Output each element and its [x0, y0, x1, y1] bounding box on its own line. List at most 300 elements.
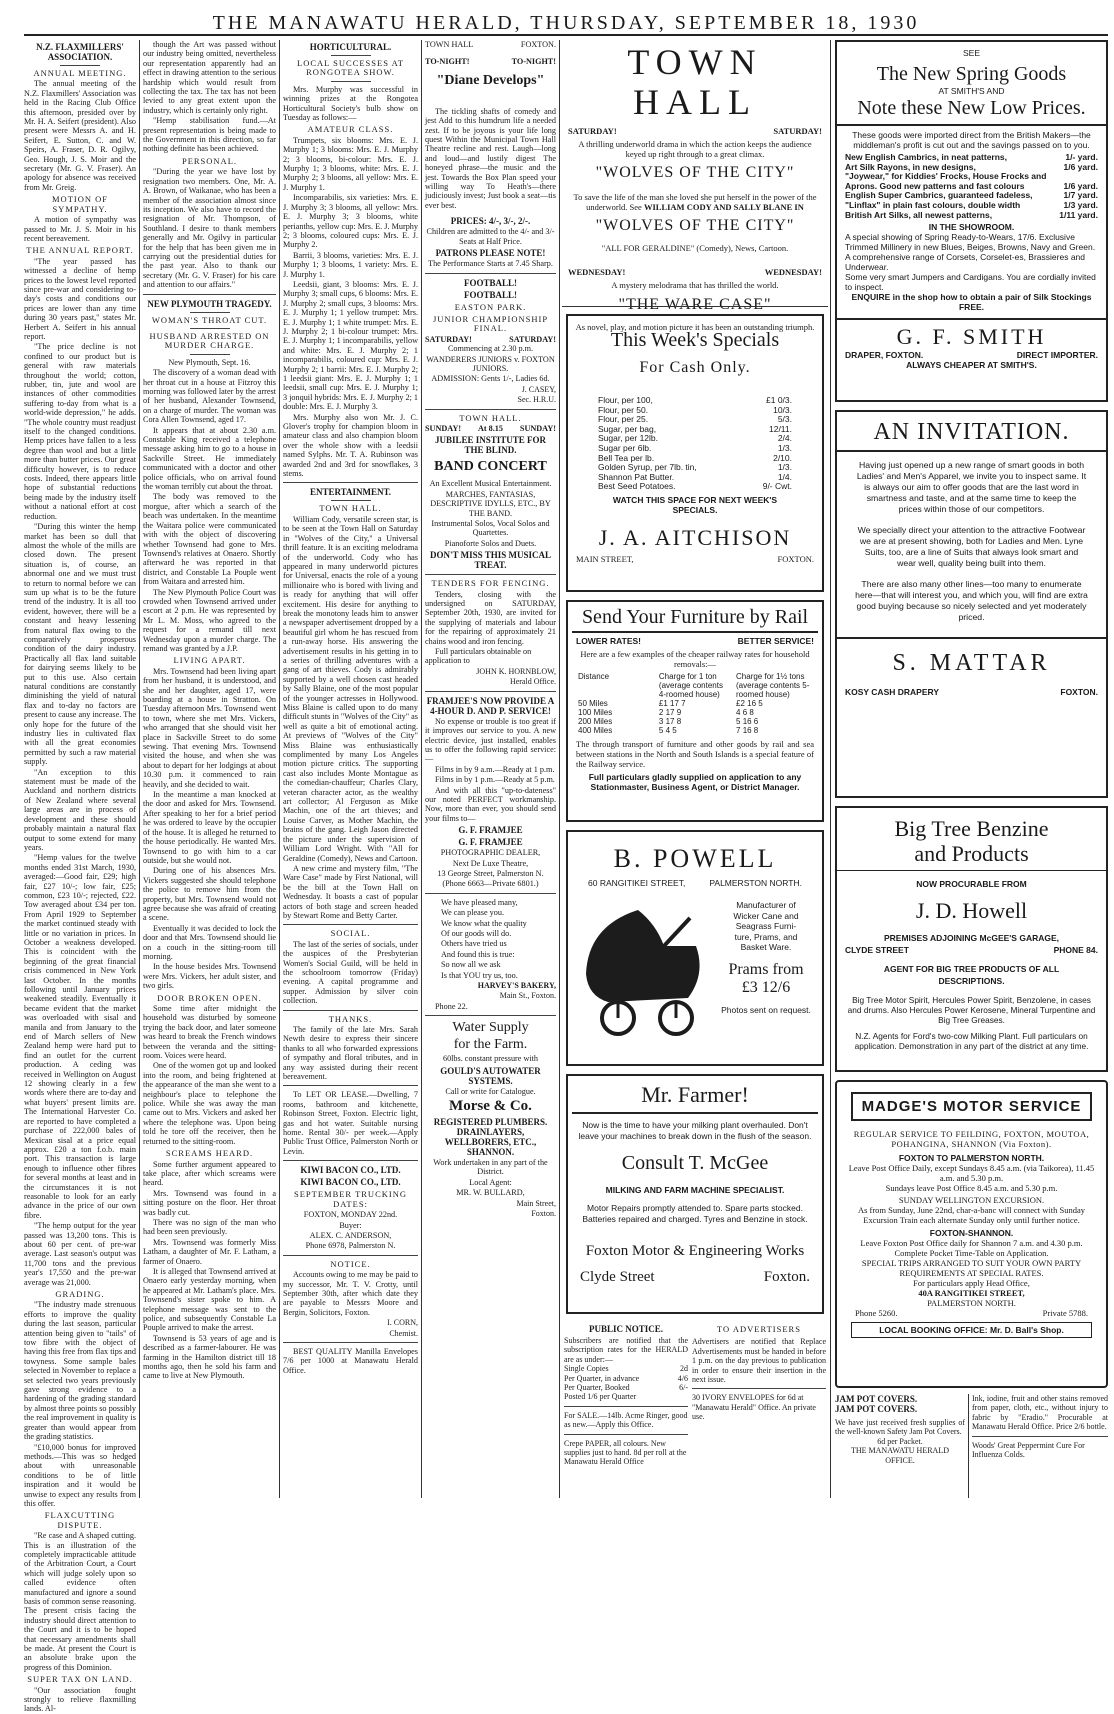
film-title: "Diane Develops" — [436, 72, 545, 88]
article-paragraph: "The industry made strenuous efforts to improve the quality during the last season, particular attention being given to "tails" of tow fibre with the object of having this free from flax tips and towyness. Some sample bales selected in November to replace a set selected two years previously gave strong evidence to a hardening of the grading standard by almost three points so possibly the real improvement in quality is greater than would appear from the grading statistics. — [24, 1300, 136, 1442]
divider — [425, 574, 556, 575]
rail-ad — [566, 600, 824, 822]
item-price: £1 0/3. — [766, 395, 792, 405]
table-cell: 3 17 8 — [658, 717, 682, 726]
item-price: 2/4. — [777, 433, 792, 444]
article-paragraph: Incomparabilis, six varieties: Mrs. E. J. Murphy 3; 3 blooms, all yellow: Mrs. E. J. Murphy 3; 3 blooms, white perianths, yellow cup: Mrs. E. J. Murphy 2; 3 blooms, coloured cups: Mrs. E. J. Murphy 2. — [283, 193, 418, 250]
rate-value: 4/6 — [677, 1373, 688, 1383]
farmer-ad — [566, 1074, 824, 1314]
ad-price: 6d per Packet. — [877, 1436, 923, 1446]
column-header: Distance — [578, 672, 610, 681]
article-paragraph: Townsend is 53 years of age and is described as a farmer-labourer. He was farming in the Hamilton district till 18 months ago, then he sold his farm and came to live at New Plymouth. — [143, 1333, 276, 1381]
article-paragraph: Mrs. Townsend was found in a sitting posture on the floor. Her throat was badly cut. — [143, 1188, 276, 1217]
article-paragraph: William Cody, versatile screen star, is to be seen at the Town Hall on Saturday in "Wolves of the City," a Universal thrill feature. It is an exciting melodrama of the underworld. Cody who has appeared in many underworld pictures for Universal, enacts the role of a young millionaire who is bored with living and is ready for anything that will offer excitement. His desire for anything to break the monotony leads him to answer a newspaper advertisement dropped by a beautiful girl whom he has rescued from a run-away horse. His answering the advertisement results in his getting in to a series of thrilling adventures with a gang of art thieves. Cody is admirably supported by a well chosen cast headed by Sally Blaine, one of the most popular of the younger actresses in Hollywood. Miss Blaine is called upon to do many difficult stunts in "Wolves of the City" as well as quite a bit of emotional acting. At previews of "Wolves of the City" Miss Blaine was enthusiastically complimented by many Los Angeles motion picture critics. The supporting cast also includes Monte Montague as the comedian-chauffeur; Charles Clary, veteran character actor, as the wealthy art collector; Al Ferguson as Mike Machin, one of the art thieves; and Louise Carver, as Mother Machin, the brains of the gang. Leigh Jason directed the picture under the supervision of William Lord Wright. With "All for Geraldine (Comedy), News and Cartoon. — [283, 514, 418, 863]
article-paragraph: The family of the late Mrs. Sarah Newth desire to express their sincere thanks to all who forwarded expressions of sympathy and floral tributes, and in any way assisted during their recent bereavement. — [283, 1025, 418, 1082]
ad-header-row — [576, 636, 814, 646]
article-paragraph: "During the year we have lost by resignation two members. One, Mr. A. A. Brown, of Waikanae, who has been a member of the association almost since its inception. We also have to record the resignation of Mr. Thompson, of Southland. I desire to thank members generally and Mr. Ogilvy in particular for the help that has been given me in carrying out the presidential duties for the past year. Also to thank our secretary (Mr. G. V. Fraser) for his care and attention to our affairs." — [143, 167, 276, 290]
ad-paragraph: A comprehensive range of Corsets, Corselet-es, Brassieres and Underwear. — [845, 252, 1086, 273]
ad-paragraph: Sundays leave Post Office 8.45 a.m. and 5.30 p.m. — [885, 1183, 1058, 1193]
article-paragraph: It appears that at about 2.30 a.m. Constable King received a telephone message asking him to go to a house in Sackville Street. He immediately communicated with a doctor and other police officials, who on arrival found the woman terribly cut about the throat. — [143, 425, 276, 492]
town-label: FOXTON. — [1060, 687, 1098, 697]
article-subheading: FLAXCUTTING DISPUTE. — [44, 1510, 116, 1530]
table-cell: 4 6 8 — [736, 708, 754, 717]
price-row — [598, 482, 792, 492]
ad-header-row — [425, 40, 556, 49]
notice-paragraph: Subscribers are notified that the subscription rates for the HERALD are as under:— — [564, 1336, 688, 1364]
drapery-label: KOSY CASH DRAPERY — [845, 687, 939, 697]
ad-paragraph: Commencing at 2.30 p.m. — [447, 344, 534, 354]
rate-row — [564, 1364, 688, 1373]
ad-phone: Phone 22. — [435, 1001, 468, 1011]
classified-ad: For SALE.—14lb. Acme Ringer, good as new.—Apply this Office. — [564, 1410, 688, 1430]
street-label: CLYDE STREET — [845, 945, 909, 955]
street-label: MAIN STREET, — [576, 553, 634, 564]
ad-subtitle: NOW PROCURABLE FROM — [916, 879, 1027, 889]
ad-heading: FOXTON. — [520, 40, 556, 49]
divider — [283, 1255, 418, 1256]
article-paragraph: The body was removed to the morgue, after which a search of the beach was undertaken. In the meantime the Waitara police were communicated with with the object of discovering whether Townsend had gone to Mrs. Townsend's relatives at Onaero. Shortly afterward he was reported in that district, and Constable La Pouple went from Waitara and arrested him. — [143, 492, 276, 587]
ad-paragraph: Ink, iodine, fruit and other stains removed from paper, cloth, etc., without injury to fabric by "Eradio." Procurable at Manawatu Herald Office. Price 2/6 bottle. — [972, 1394, 1108, 1432]
saturday-label: SATURDAY! — [568, 126, 617, 136]
rate-label: Per Quarter, Booked — [564, 1383, 630, 1393]
item-price: 1/3. — [777, 462, 792, 473]
street-label: Clyde Street — [580, 1269, 655, 1285]
item-price: 1/- yard. — [1065, 152, 1098, 162]
rate-value: 2d — [680, 1364, 688, 1374]
ad-business-name: J. A. AITCHISON — [598, 524, 792, 550]
ad-paragraph: Local Agent: — [469, 1177, 512, 1187]
poem-line: Of our goods will do. — [441, 929, 512, 938]
article-subheading: SUPER TAX ON LAND. — [27, 1674, 133, 1685]
table-cell: 2 17 9 — [658, 708, 682, 717]
item-price: 5/3. — [777, 414, 792, 425]
specials-list — [576, 396, 814, 492]
better-service-label: BETTER SERVICE! — [737, 636, 814, 646]
poem-line: And found this is true: — [441, 949, 515, 959]
divider — [283, 924, 418, 925]
divider — [190, 312, 230, 313]
ad-title: Note these New Low Prices. — [837, 96, 1106, 126]
notice-paragraph: Accounts owing to me may be paid to my successor, Mr. T. V. Crotty, until September 30th, after which date they are payable to Messrs Moore and Bergin, Solicitors, Foxton. — [283, 1270, 418, 1317]
table-cell: 100 Miles — [578, 708, 613, 717]
divider — [425, 1015, 556, 1016]
article-paragraph: One of the women got up and looked into the room, and being frightened at the appearance of the man she went to a neighbour's place to telephone the police. While she was away the man came out to Mrs. Vickers and asked her where the telephone was. Upon being told he tore off the receiver, then he returned to the sitting-room. — [143, 1061, 276, 1146]
ad-heading: FRAMJEE'S NOW PROVIDE A 4-HOUR D. AND P. SERVICE! — [426, 695, 555, 716]
article-paragraph: "£10,000 bonus for improved methods.—This was so hedged about with unreasonable conditions to be of little inspiration and it would be unwise to expect any results from this offer. — [24, 1442, 136, 1508]
article-paragraph: During one of his absences Mrs. Vickers suggested she should telephone the police to remove him from the property, but Mrs. Townsend would not agree because she was afraid of creating a scene. — [143, 866, 276, 923]
town-label: FOXTON. — [777, 553, 814, 564]
product-line: Seagrass Furni- — [735, 921, 797, 931]
poem-line: We know what the quality — [441, 918, 527, 928]
item-price: 1/6 yard. — [1063, 180, 1098, 191]
article-subheading: LOCAL SUCCESSES AT RONGOTEA SHOW. — [297, 58, 404, 78]
street-label: 60 RANGITIKEI STREET, — [588, 878, 686, 888]
article-subheading: THE ANNUAL REPORT. — [26, 245, 134, 256]
powell-details — [714, 900, 818, 1015]
ad-address-row — [576, 1268, 814, 1286]
notice-heading: TO ADVERTISERS — [717, 1324, 801, 1334]
article-paragraph: The discovery of a woman dead with her throat cut in a house at Fitzroy this morning was followed later by the arrest of her husband, Alexander Townsend, on a charge of murder. The woman was Cora Allen Townsend, aged 17. — [143, 368, 276, 425]
divider — [283, 1085, 418, 1086]
ad-paragraph: Woods' Great Peppermint Cure For Influenza Colds. — [972, 1440, 1085, 1460]
ad-paragraph: Tenders, closing with the undersigned on SATURDAY, September 20th, 1930, are invited for the supplying of materials and labour for the repairing of approximately 21 chains wood and iron fencing. — [425, 589, 556, 646]
item-price: 2/10. — [773, 452, 792, 463]
ad-signature: G. F. FRAMJEE — [458, 825, 523, 836]
prams-label: Prams from — [728, 960, 804, 978]
phone-label: Phone 5260. — [855, 1308, 898, 1318]
item-name: Flour, per 100, — [598, 395, 653, 405]
divider — [425, 409, 556, 410]
divider — [692, 1388, 826, 1389]
divider — [425, 893, 556, 894]
article-subheading: WOMAN'S THROAT CUT. — [151, 314, 268, 325]
ad-paragraph: ENQUIRE in the shop how to obtain a pair of Silk Stockings FREE. — [851, 292, 1092, 313]
lower-rates-label: LOWER RATES! — [576, 636, 642, 646]
article-paragraph: Barrii, 3 blooms, varieties: Mrs. E. J. Murphy 1; 3 blooms, 1 variety: Mrs. E. J. Murphy 1. — [283, 250, 418, 279]
ad-header-row — [425, 424, 556, 433]
divider — [837, 318, 1106, 320]
column-2 — [143, 40, 276, 1500]
ad-paragraph: Films in by 1 p.m.—Ready at 5 p.m. — [435, 775, 555, 785]
ad-paragraph: Now is the time to have your milking plant overhauled. Don't leave your machines to break down in the flush of the season. — [578, 1120, 812, 1141]
ad-paragraph: 40A RANGITIKEI STREET, — [918, 1288, 1025, 1298]
ad-subtitle: AT SMITH'S AND — [938, 86, 1005, 96]
article-subheading: AMATEUR CLASS. — [307, 124, 394, 135]
ad-address: PREMISES ADJOINING McGEE'S GARAGE, — [883, 933, 1060, 943]
notice-heading: PUBLIC NOTICE. — [588, 1324, 663, 1334]
divider — [283, 1010, 418, 1011]
ad-signature: J. CASEY, — [521, 384, 556, 394]
table-header-row — [576, 672, 814, 699]
ad-business-name: B. POWELL — [613, 844, 777, 873]
ad-paragraph: There are also many other lines—too many to enumerate here—that will interest you, and which you, will find are extra good buying because so nicely selected and yet moderately priced. — [855, 579, 1088, 622]
ad-signature: JOHN K. HORNBLOW, — [476, 666, 556, 676]
film-title: "WOLVES OF THE CITY" — [595, 164, 795, 181]
rate-row — [564, 1392, 688, 1401]
ad-signature: HARVEY'S BAKERY, — [477, 981, 556, 991]
saturday-label: SATURDAY! — [425, 334, 472, 344]
ad-paragraph: ADMISSION: Gents 1/-, Ladies 6d. — [431, 374, 550, 384]
column-rule — [139, 40, 140, 1498]
ad-heading: JUBILEE INSTITUTE FOR THE BLIND. — [434, 435, 547, 456]
divider — [283, 1342, 418, 1343]
ad-business-name: G. F. SMITH — [896, 324, 1047, 350]
ad-paragraph: Leave Post Office Daily, except Sundays 8.45 a.m. (via Taikorea), 11.45 a.m. and 5.30 p.m. — [848, 1163, 1095, 1183]
column-header: Charge for 1½ tons (average contents 5-roomed house) — [736, 672, 810, 699]
city-label: PALMERSTON NORTH. — [709, 878, 802, 888]
ad-address-row — [845, 945, 1098, 955]
article-subheading: LIVING APART. — [173, 655, 246, 666]
table-cell: 5 4 5 — [658, 726, 677, 735]
see-label: SEE — [962, 48, 980, 58]
ad-heading: JAM POT COVERS. — [835, 1404, 918, 1414]
product-line: Basket Ware. — [740, 942, 792, 952]
item-name: Art Silk Rayons, in new designs, — [845, 161, 976, 172]
ad-subtitle: For Cash Only. — [639, 359, 751, 376]
ad-heading: FOOTBALL! — [463, 289, 517, 300]
ad-signature: PHOTOGRAPHIC DEALER, — [440, 848, 541, 858]
article-paragraph: "The year passed has witnessed a decline of hemp prices to the lowest level reported since pre-war and considering to-day's costs and conditions our prices are lower than any time during 30 years past," states Mr. Herbert A. Seifert in his annual report. — [24, 256, 136, 341]
item-price: 10/3. — [773, 404, 792, 415]
ad-title: and Products — [914, 841, 1029, 866]
article-paragraph: The New Plymouth Police Court was crowded when Townsend arrived under escort at 2 p.m. He was represented by Mr L. M. Moss, who agreed to the request for a remand till next Wednesday upon a murder charge. The remand was granted by a J.P. — [143, 587, 276, 653]
ad-header-row — [568, 267, 822, 277]
ad-paragraph: Instrumental Solos, Vocal Solos and Quartettes. — [431, 519, 550, 538]
table-cell: 400 Miles — [578, 726, 613, 735]
film-title: "WOLVES OF THE CITY" — [595, 217, 795, 234]
ad-heading: KIWI BACON CO., LTD. — [300, 1177, 401, 1188]
item-name: Sugar per 6lb. — [598, 442, 652, 453]
column-rule — [279, 40, 280, 1498]
ad-subheading: SEPTEMBER TRUCKING DATES: — [293, 1189, 407, 1209]
ad-business-name: Foxton Motor & Engineering Works — [585, 1243, 805, 1259]
rate-row — [564, 1374, 688, 1383]
divider — [331, 55, 371, 56]
ad-subheading: JUNIOR CHAMPIONSHIP FINAL. — [432, 313, 549, 334]
notice-paragraph: Advertisers are notified that Replace Advertisements must be handed in before 1 p.m. on the day previous to publication in order to ensure their insertion in the next issue. — [692, 1337, 826, 1385]
ad-subheading: EASTON PARK. — [454, 301, 527, 312]
ad-note: WATCH THIS SPACE FOR NEXT WEEK'S SPECIALS. — [612, 494, 778, 515]
article-paragraph: "The price decline is not confined to our product but is general with raw materials throughout the world; cotton, rubber, tin, jute and wool are instances of other commodities suffering to-day from what is a world-wide depression," he adds. "The whole country must readjust itself to the changed conditions. Hemp prices have fallen to a less degree than wool and but a little more than butter prices. Our great difficulty however, is to reduce costs. Indeed, there appears little hope of substantial reductions being made by the industry itself without a national effort at cost reduction. — [24, 342, 136, 521]
ad-paragraph: An Excellent Musical Entertainment. — [429, 479, 552, 489]
ad-paragraph: For particulars apply Head Office, — [913, 1278, 1030, 1288]
advertisers-notice — [692, 1322, 826, 1500]
article-subheading: DOOR BROKEN OPEN. — [157, 992, 262, 1003]
ad-title: Send Your Furniture by Rail — [572, 606, 818, 633]
article-heading: ENTERTAINMENT. — [309, 487, 392, 498]
saturday-label: SATURDAY! — [773, 126, 822, 136]
town-label: Foxton. — [763, 1269, 810, 1285]
notice-signature: I. CORN, — [387, 1318, 418, 1328]
column-rule — [830, 40, 831, 1498]
masthead-rule — [24, 34, 1108, 36]
jampot-ad — [835, 1394, 965, 1500]
item-name: Sugar, per bag, — [598, 423, 657, 434]
poem-line: So now all we ask — [441, 960, 501, 970]
column-3 — [283, 40, 418, 1500]
ad-paragraph: Foxton. — [531, 1209, 556, 1219]
table-cell: 200 Miles — [578, 717, 613, 726]
article-paragraph: "The hemp output for the year passed was 13,200 tons. This is about 60 per cent. of pre-war average. Last season's output was 11,700 tons and the previous year's 17,550 and the pre-war average was 21,000. — [24, 1221, 136, 1287]
column-rule — [968, 1394, 969, 1498]
article-paragraph: Mrs. Townsend had been living apart from her husband, it is understood, and she and her daughter, aged 17, were boarding at a house in Stratton. On Tuesday afternoon Mrs. Townsend went to town, where she met Mrs. Vickers, who arranged that she should visit her place in Sackville Street to do some sewing. That evening Mrs. Townsend visited the house, and when she was about to depart for her lodgings at about 10.30 p.m. it commenced to rain heavily, and she decided to wait. — [143, 666, 276, 789]
ad-paragraph: A mystery melodrama that has thrilled the world. — [611, 280, 779, 290]
divider — [562, 306, 828, 307]
item-name: "Linflax" in plain fast colours, double width — [845, 199, 1021, 210]
pram-handle — [664, 918, 690, 946]
ad-title: for the Farm. — [453, 1037, 528, 1053]
booking-frame — [851, 1322, 1092, 1338]
ad-title: AN INVITATION. — [837, 418, 1106, 452]
ad-header-row — [568, 126, 822, 136]
powell-ad — [566, 830, 824, 1066]
column-4 — [425, 40, 556, 1500]
ad-heading: KIWI BACON CO., LTD. — [300, 1165, 401, 1176]
ad-paragraph: Call or write for Catalogue. — [445, 1086, 536, 1096]
divider — [60, 65, 100, 66]
table-row — [576, 726, 814, 735]
article-subheading: SCREAMS HEARD. — [165, 1148, 254, 1159]
product-line: Wicker Cane and — [733, 910, 799, 921]
divider — [837, 870, 1106, 871]
ad-text: To save the life of the man she loved she put herself in the power of the underworld. See — [573, 192, 817, 212]
draper-label: DRAPER, FOXTON. — [845, 350, 924, 361]
prices-label: PRICES: 4/-, 3/-, 2/-. — [450, 216, 531, 227]
article-paragraph: The last of the series of socials, under the auspices of the Presbyterian Women's Social Guild, will be held in the schoolroom tomorrow (Friday) evening. A capital programme and supper. Admission by silver coin collection. — [283, 939, 418, 1006]
article-subheading: HUSBAND ARRESTED ON MURDER CHARGE. — [149, 330, 270, 351]
ad-line: FOXTON, MONDAY 22nd. — [303, 1210, 398, 1220]
item-price: 1/11 yard. — [1059, 209, 1098, 220]
divider — [425, 273, 556, 274]
article-paragraph: Some further argument appeared to take place, after which screams were heard. — [143, 1159, 276, 1188]
column-header: Charge for 1 ton (average contents 4-roomed house) — [658, 672, 723, 699]
ad-paragraph: AGENT FOR BIG TREE PRODUCTS OF ALL DESCRIPTIONS. — [883, 964, 1060, 986]
divider — [837, 637, 1106, 639]
ad-paragraph: No expense or trouble is too great if it improves our service to you. A new electric device, just installed, enables us to offer the following rapid service:— — [425, 716, 556, 764]
ad-paragraph: Main Street, — [516, 1198, 556, 1208]
item-name: Best Seed Potatoes. — [598, 481, 676, 492]
harvey-poem — [425, 898, 556, 980]
article-paragraph: In the house besides Mrs. Townsend were Mrs. Vickers, her adult sister, and two girls. — [143, 962, 276, 991]
prams-price: £3 12/6 — [741, 978, 791, 996]
smith-price-list — [845, 153, 1098, 220]
ad-signature: 13 George Street, Palmerston N. — [437, 868, 544, 878]
ad-title: This Week's Specials — [610, 329, 780, 351]
ad-paragraph: REGULAR SERVICE TO FEILDING, FOXTON, MOUTOA, POHANGINA, SHANNON (Via Foxton). — [853, 1129, 1090, 1149]
townhall-ad — [564, 40, 826, 332]
article-paragraph: "Our association fought strongly to relieve flaxmilling lands. Al- — [24, 1685, 136, 1714]
article-heading: SOCIAL. — [330, 928, 371, 939]
ad-paragraph: Motor Repairs promptly attended to. Spare parts stocked. Batteries repaired and charged. Tyres and Benzine in stock. — [582, 1203, 808, 1224]
ad-paragraph: Leave Foxton Post Office daily for Shannon 7 a.m. and 4.30 p.m. — [860, 1238, 1083, 1248]
ad-signature: OFFICE. — [885, 1455, 915, 1465]
divider — [564, 1406, 688, 1407]
article-heading: THANKS. — [328, 1013, 373, 1024]
article-paragraph: To LET OR LEASE.—Dwelling, 7 rooms, bathroom and kitchenette, Robinson Street, Foxton. Electric light, gas and hot water. Suitable nursing home. Rental 30/- per week.—Apply Public Trust Office, Palmerston North or Levin. — [283, 1090, 418, 1156]
ad-paragraph: These goods were imported direct from the British Makers—the middleman's profit is cut out and the savings passed on to you. — [852, 130, 1091, 150]
ad-signature: G. F. FRAMJEE — [458, 837, 523, 848]
divider — [283, 482, 418, 483]
ad-signature: (Phone 6663—Private 6801.) — [442, 879, 539, 889]
concert-title: BAND CONCERT — [434, 459, 547, 475]
private-phone-label: Private 5788. — [1042, 1308, 1088, 1318]
article-paragraph: It is alleged that Townsend arrived at Onaero early yesterday morning, when he appeared at Mr. Latham's place. Mrs. Townsend's sister spoke to him. A telephone message was sent to the police, and subsequently Constable La Pouple arrived to make the arrest. — [143, 1266, 276, 1333]
benzine-ad — [835, 806, 1108, 1072]
tonight-label: TO-NIGHT! — [425, 57, 470, 67]
ad-paragraph: GOULD'S AUTOWATER SYSTEMS. — [440, 1065, 541, 1086]
ad-paragraph: WANDERERS JUNIORS v. FOXTON JUNIORS. — [426, 354, 555, 373]
price-row — [845, 211, 1098, 221]
product-line: Manufacturer of — [736, 900, 796, 910]
divider — [190, 328, 230, 329]
poem-line: We have pleased many, — [441, 897, 518, 907]
ad-business-name: Consult T. McGee — [621, 1152, 769, 1174]
item-price: 12/11. — [768, 423, 792, 434]
public-notice — [564, 1322, 688, 1500]
ad-title: Mr. Farmer! — [572, 1082, 818, 1114]
rate-row — [564, 1383, 688, 1392]
ad-paragraph: The tickling shafts of comedy and jest Add to this humdrum life a needed zest. If to be joyous is your life long quest Within the Municipal Town Hall Theatre recline and rest. Laugh—long and loud—and lustily digest The honeyed phrase—the music and the jest. Towards the Box Plan speed your willing way To Heath's—there judiciously invest; Just book a seat—tis ever best. — [425, 106, 556, 210]
product-line: ture, Prams, and — [734, 931, 798, 942]
article-paragraph: "Re case and A shaped cutting. This is an illustration of the completely impracticable attitude of the Arbitration Court, a Court which will judge solely upon so called evidence often manufactured and ignore a sound basis of common sense reasoning. The present crisis facing the industry should direct attention to the Court and it is to be hoped that necessary amendments shall be made. At present the Court is an absolute brake upon the progress of this Dominion. — [24, 1531, 136, 1672]
ad-heading: TENDERS FOR FENCING. — [431, 578, 550, 589]
item-name: English Super Cambrics, guaranteed fadeless, — [845, 190, 1033, 201]
ad-subheading: IN THE SHOWROOM. — [928, 222, 1015, 233]
ad-paragraph: Children are admitted to the 4/- and 3/- Seats at Half Price. — [426, 227, 555, 246]
ad-phone-row — [845, 1308, 1098, 1318]
ad-title: Water Supply — [452, 1020, 529, 1036]
ad-subheading: FOXTON TO PALMERSTON NORTH. — [898, 1153, 1045, 1163]
ad-paragraph: Big Tree Motor Spirit, Hercules Power Spirit, Benzolene, in cases and drums. Also Hercules Power Kerosene, Mineral Turpentine and Big Tree Greases. — [847, 995, 1096, 1025]
booking-office: LOCAL BOOKING OFFICE: Mr. D. Ball's Shop. — [879, 1325, 1064, 1335]
ad-paragraph: REGISTERED PLUMBERS. DRAINLAYERS, WELLBORERS, ETC., SHANNON. — [433, 1117, 548, 1158]
importer-label: DIRECT IMPORTER. — [1016, 350, 1098, 361]
ad-business-name: J. D. Howell — [915, 898, 1028, 923]
ad-address-row — [845, 350, 1098, 360]
table-cell: 7 16 8 — [736, 726, 759, 735]
ad-heading: JAM POT COVERS. — [835, 1394, 918, 1404]
rate-label: Per Quarter, in advance — [564, 1373, 640, 1383]
ad-paragraph: We have just received fresh supplies of the well-known Safety Jam Pot Covers. — [835, 1418, 965, 1437]
ad-address-row — [845, 687, 1098, 697]
column-rule — [421, 40, 422, 1498]
film-title: "THE WARE CASE" — [618, 296, 772, 313]
ad-line: Phone 6978, Palmerston N. — [305, 1241, 396, 1251]
item-price: 9/- Cwt. — [762, 481, 792, 492]
ad-signature: Herald Office. — [509, 677, 556, 687]
table-cell: £2 16 5 — [736, 699, 763, 708]
subscription-rates — [564, 1364, 688, 1402]
item-name: Sugar, per 12lb. — [598, 433, 659, 444]
ad-text: WILLIAM CODY AND SALLY BLANE IN — [643, 202, 804, 212]
ad-title: MADGE'S MOTOR SERVICE — [861, 1098, 1082, 1115]
article-subheading: ANNUAL MEETING. — [33, 68, 127, 78]
madge-title-frame — [851, 1092, 1092, 1121]
article-heading: HORTICULTURAL. — [309, 42, 392, 52]
table-row — [576, 699, 814, 708]
wednesday-label: WEDNESDAY! — [568, 267, 626, 277]
item-price: 1/7 yard. — [1063, 190, 1098, 201]
madge-ad — [835, 1080, 1108, 1388]
table-cell: 50 Miles — [578, 699, 608, 708]
ad-heading: TOWN HALL. — [459, 412, 522, 423]
ad-paragraph: A thrilling underworld drama in which the action keeps the audience keyed up right through to a great climax. — [578, 139, 812, 159]
specials-ad — [566, 314, 824, 592]
item-price: 1/4. — [777, 471, 792, 482]
ad-header-row — [425, 335, 556, 344]
invitation-ad — [835, 410, 1108, 798]
article-paragraph: "Hemp stabilisation fund.—At present representation is being made to the Government in this direction, so far nothing definite has been achieved. — [143, 116, 276, 154]
article-paragraph: Mrs. Murphy also won Mr. J. C. Glover's trophy for champion bloom in amateur class and also champion bloom over the whole show with a leedsii named Sylphs. Mr. T. A. Rubinson was awarded 2nd and 3rd for snowflakes, 3 stems. — [283, 412, 418, 479]
pram-illustration — [578, 896, 708, 1046]
classified-ad: Crepe PAPER, all colours. New supplies just to hand. 8d per roll at the Manawatu Herald Office — [564, 1438, 687, 1467]
article-paragraph: though the Art was passed without our industry being omitted, nevertheless our representation apparently had an effect in drawing attention to the serious hardship which would result from collecting the tax. The tax has not been levied to any great extent upon the industry, which is certainly only right. — [143, 40, 276, 115]
article-paragraph: "An exception to this statement must be made of the Auckland and northern districts of New Zealand where several large areas are in process of development and these should probably maintain a natural flax output to some extend for many years. — [24, 767, 136, 852]
article-paragraph: "During this winter the hemp market has been so dull that almost the whole of the mills are closed down. The present situation is, of course, an abnormal one and we must trust to return to normal before we can sum up what is to be the future trend of the industry. It is all too evident, however, there will be a constant and heavy lessening from natural flax owing to the comparatively prosperous condition of the dairy industry. Practically all flax land suitable for dairying seems likely to be put to this use. Also certain natural conditions are constantly diminishing the yield of natural flax and to-day no factors are present to cause any increase. The only hope for the future of the industry lies in cultivated flax with all the great economies permitted by such a raw material supply. — [24, 522, 136, 767]
ad-heading: DON'T MISS THIS MUSICAL TREAT. — [430, 550, 551, 571]
wednesday-label: WEDNESDAY! — [764, 267, 822, 277]
ad-address-row — [576, 554, 814, 564]
price-row — [845, 172, 1098, 191]
article-paragraph: A new crime and mystery film, "The Ware Case" made by First National, will be the bill at the Town Hall on Wednesday. It boasts a cast of popular actors of both stage and screen headed by Stewart Rome and Betty Carter. — [283, 863, 418, 920]
ad-paragraph: The through transport of furniture and other goods by rail and sea between stations in the North and South Islands is a special feature of the Railway service. — [576, 739, 814, 769]
article-paragraph: "Hemp values for the twelve months ended 31st March, 1930, averaged:—Good fair, £29; high fair, £27 10/-; low fair, £25; common, £23 10/-; rejected, £22. Tow averaged about £34 per ton. From April 1929 to September the market continued steady with little or no variation in prices. In October a weakness developed. This is coincident with the beginning of the great financial crisis commenced in New York last October. In the months following until January prices weakened steadily. Eventually it became evident that the market was overloaded with sisal and manila and from January to the end of March sellers of New Zealand hemp were hard put to find an outlet for the current production. A ceding was received in Wellington on August 12 showing clearly in a few words where there are to-day and what buyers' present limits are. The International Harvester Co. are reported to have completed a purchase of 222,000 bales of Mexican sisal at a price equal approx. £20 a ton f.o.b. main port. This transaction is large enough to influence other fibres for several months at least and in the circumstances it is not reasonable to look for an early advance in the price of our own fibre. — [24, 853, 136, 1220]
ad-signature: THE MANAWATU HERALD — [850, 1446, 949, 1456]
divider — [331, 81, 371, 82]
classified-ad: 30 IVORY ENVELOPES for 6d at "Manawatu Herald" Office. An private use. — [692, 1393, 816, 1422]
ad-paragraph: Having just opened up a new range of smart goods in both Ladies' and Men's Apparel, we invite you to inspect same. It is always our aim to offer goods that are the last word in smartness and taste, and at the same time to keep the prices within those of our competitors. — [856, 460, 1087, 514]
table-row — [576, 717, 814, 726]
